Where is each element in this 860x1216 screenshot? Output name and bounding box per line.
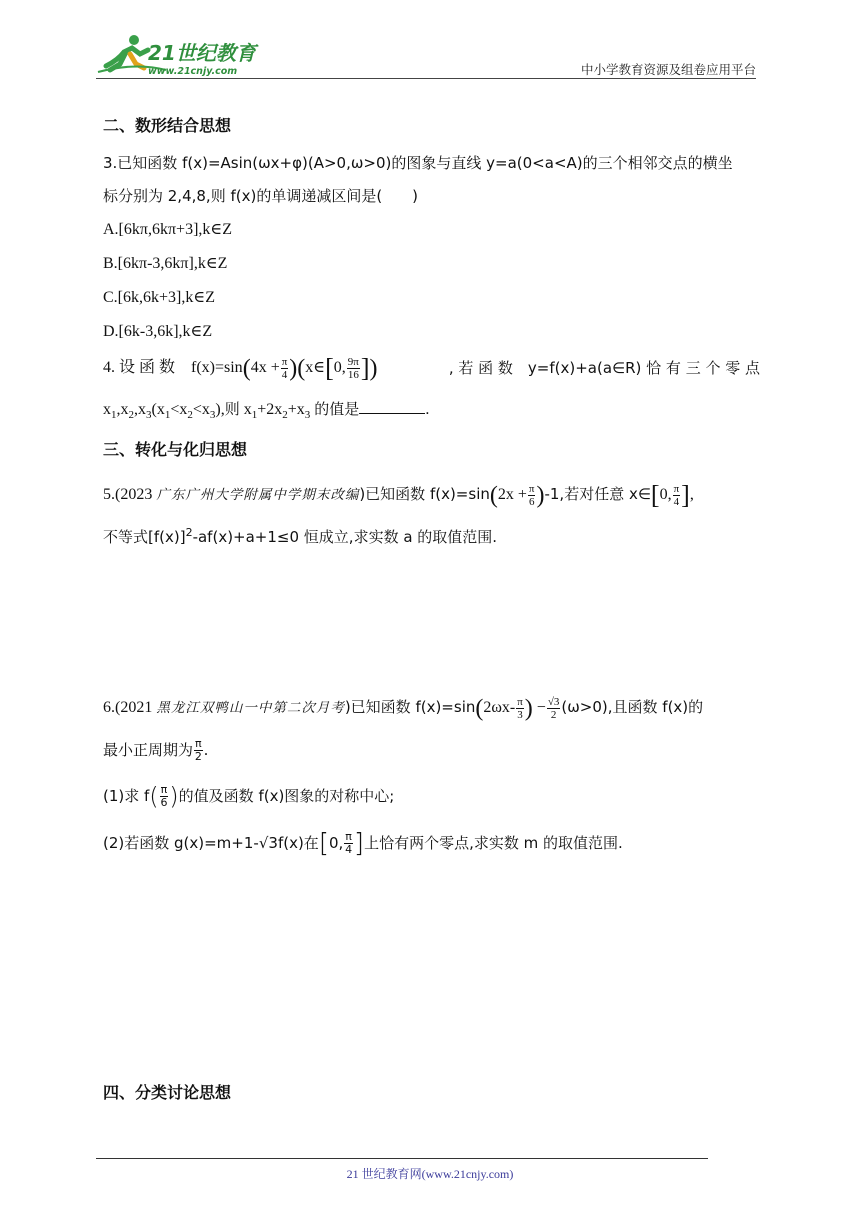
- header-platform-text: 中小学教育资源及组卷应用平台: [580, 62, 756, 77]
- footer-text: 21 世纪教育网(www.21cnjy.com): [346, 1167, 514, 1181]
- q3-option-c: C.[6k,6k+3],k∈Z: [103, 289, 215, 306]
- site-logo: [96, 32, 266, 78]
- q6-line2: 最小正周期为 $\frac{\pi}{2}$ .: [103, 737, 209, 763]
- q3-option-d: D.[6k-3,6k],k∈Z: [103, 323, 213, 340]
- q3-option-a: A.[6kπ,6kπ+3],k∈Z: [103, 221, 233, 238]
- q6-line1: 6.(2021 黑龙江双鸭山一中第二次月考)已知函数 f(x)=sin(2ωx- $\frac{\pi}{3}$ ) − $\frac{√3}{2}$ (ω>0),且函数 f(x)的: [103, 695, 704, 722]
- q6-part1: (1)求 f( $\frac{\pi}{6}$ )的值及函数 f(x)图象的对称中心;: [103, 782, 395, 811]
- q3-line2: 标分别为 2,4,8,则 f(x)的单调递减区间是( ): [103, 187, 419, 205]
- q4-line1: 4. 设 函 数 f(x)=sin(4x + $\frac{\pi}{4}$ )(x∈[0, $\frac{9\pi}{16}$ ]) , 若 函 数 y=f(x)+a(a∈R) 恰 有 三 个 零 点: [103, 353, 760, 383]
- q3-line1: 3.已知函数 f(x)=Asin(ωx+φ)(A>0,ω>0)的图象与直线 y=a(0<a<A)的三个相邻交点的横坐: [103, 154, 733, 172]
- header-divider: [96, 78, 756, 79]
- q5-line2: 不等式$[f(x)]^2-af(x)+a+1\le 0$ 恒成立,求实数 a 的取值范围.: [103, 526, 498, 546]
- section-title-2: 二、数形结合思想: [103, 116, 232, 135]
- q6-part2: (2)若函数 g(x)=m+1-√3f(x)在[0, $\frac{\pi}{4}$ ]上恰有两个零点,求实数 m 的取值范围.: [103, 828, 623, 859]
- logo-text: 21世纪教育: [148, 41, 256, 65]
- q4-line2: $x_1,x_2,x_3(x_1<x_2<x_3)$,则 $x_1+2x_2+x_3$ 的值是 .: [103, 400, 430, 422]
- logo-url: www.21cnjy.com: [148, 66, 238, 77]
- section-title-3: 三、转化与化归思想: [103, 440, 248, 459]
- footer-divider: [96, 1158, 708, 1159]
- section-title-4: 四、分类讨论思想: [103, 1083, 232, 1102]
- q5-line1: 5.(2023 广东广州大学附属中学期末改编)已知函数 f(x)=sin(2x + $\frac{\pi}{6}$ )-1,若对任意 x∈[0, $\frac{\pi}{4}$ ],: [103, 480, 694, 510]
- q3-option-b: B.[6kπ-3,6kπ],k∈Z: [103, 255, 228, 272]
